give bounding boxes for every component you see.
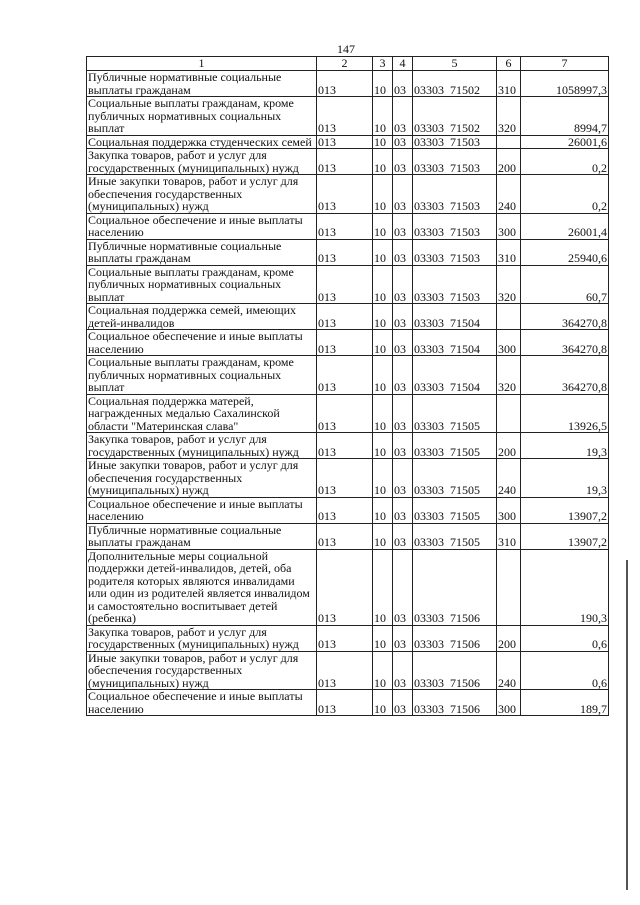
amount-cell: 8994,7 [521,97,609,136]
table-row [87,625,609,651]
ministry-code-cell: 013 [317,213,373,239]
table-row [87,497,609,523]
item-name-cell: Иные закупки товаров, работ и услуг для обеспечения государственных (муниципальных) нужд [87,651,317,690]
item-name-cell: Иные закупки товаров, работ и услуг для обеспечения государственных (муниципальных) нужд [87,175,317,214]
subsection-code-cell: 03 [393,304,413,330]
subsection-code-cell: 03 [393,213,413,239]
target-article-cell: 03303 71504 [413,304,497,330]
amount-cell: 26001,4 [521,213,609,239]
table-row [87,71,609,97]
section-code-cell: 10 [373,356,393,395]
section-code-cell: 10 [373,523,393,549]
item-name-cell: Социальное обеспечение и иные выплаты населению [87,497,317,523]
expense-type-cell: 300 [497,330,521,356]
table-row [87,549,609,625]
ministry-code-cell: 013 [317,304,373,330]
ministry-code-cell: 013 [317,330,373,356]
expense-type-cell: 320 [497,265,521,304]
subsection-code-cell: 03 [393,149,413,175]
amount-cell: 1058997,3 [521,71,609,97]
subsection-code-cell: 03 [393,651,413,690]
ministry-code-cell: 013 [317,71,373,97]
target-article-cell: 03303 71503 [413,239,497,265]
amount-cell: 25940,6 [521,239,609,265]
item-name-cell: Социальные выплаты гражданам, кроме публичных нормативных социальных выплат [87,97,317,136]
ministry-code-cell: 013 [317,97,373,136]
item-name-cell: Дополнительные меры социальной поддержки детей-инвалидов, детей, оба родителя которых являются инвалидами или один из родителей является инвалидом и самостоятельно воспитывает детей (ребенка) [87,549,317,625]
target-article-cell: 03303 71506 [413,651,497,690]
subsection-code-cell: 03 [393,97,413,136]
target-article-cell: 03303 71505 [413,523,497,549]
item-name-cell: Публичные нормативные социальные выплаты гражданам [87,71,317,97]
target-article-cell: 03303 71506 [413,625,497,651]
item-name-cell: Закупка товаров, работ и услуг для государственных (муниципальных) нужд [87,625,317,651]
target-article-cell: 03303 71505 [413,459,497,498]
ministry-code-cell: 013 [317,239,373,265]
target-article-cell: 03303 71502 [413,97,497,136]
target-article-cell: 03303 71505 [413,433,497,459]
item-name-cell: Социальная поддержка студенческих семей [87,135,317,149]
column-header: 7 [521,57,609,71]
subsection-code-cell: 03 [393,135,413,149]
column-header: 5 [413,57,497,71]
expense-type-cell: 200 [497,625,521,651]
amount-cell: 364270,8 [521,304,609,330]
column-header: 4 [393,57,413,71]
expense-type-cell [497,135,521,149]
table-row [87,394,609,433]
amount-cell: 364270,8 [521,330,609,356]
expense-type-cell: 320 [497,356,521,395]
table-row [87,459,609,498]
item-name-cell: Социальные выплаты гражданам, кроме публичных нормативных социальных выплат [87,356,317,395]
expense-type-cell: 300 [497,690,521,716]
item-name-cell: Социальная поддержка семей, имеющих детей-инвалидов [87,304,317,330]
subsection-code-cell: 03 [393,239,413,265]
expense-type-cell [497,394,521,433]
item-name-cell: Публичные нормативные социальные выплаты гражданам [87,239,317,265]
table-row [87,149,609,175]
amount-cell: 0,6 [521,651,609,690]
subsection-code-cell: 03 [393,625,413,651]
section-code-cell: 10 [373,239,393,265]
section-code-cell: 10 [373,304,393,330]
amount-cell: 13926,5 [521,394,609,433]
section-code-cell: 10 [373,394,393,433]
amount-cell: 13907,2 [521,497,609,523]
section-code-cell: 10 [373,459,393,498]
ministry-code-cell: 013 [317,135,373,149]
subsection-code-cell: 03 [393,433,413,459]
target-article-cell: 03303 71503 [413,265,497,304]
target-article-cell: 03303 71502 [413,71,497,97]
column-header: 2 [317,57,373,71]
subsection-code-cell: 03 [393,497,413,523]
section-code-cell: 10 [373,690,393,716]
expense-type-cell: 310 [497,239,521,265]
section-code-cell: 10 [373,175,393,214]
expense-type-cell: 310 [497,71,521,97]
ministry-code-cell: 013 [317,433,373,459]
table-row [87,239,609,265]
section-code-cell: 10 [373,330,393,356]
amount-cell: 190,3 [521,549,609,625]
item-name-cell: Социальное обеспечение и иные выплаты населению [87,690,317,716]
table-row [87,690,609,716]
table-row [87,213,609,239]
item-name-cell: Социальная поддержка матерей, награжденных медалью Сахалинской области "Материнская слава" [87,394,317,433]
section-code-cell: 10 [373,497,393,523]
expense-type-cell: 320 [497,97,521,136]
section-code-cell: 10 [373,135,393,149]
subsection-code-cell: 03 [393,523,413,549]
table-row [87,523,609,549]
column-header: 3 [373,57,393,71]
ministry-code-cell: 013 [317,175,373,214]
amount-cell: 19,3 [521,433,609,459]
target-article-cell: 03303 71505 [413,497,497,523]
table-row [87,651,609,690]
ministry-code-cell: 013 [317,149,373,175]
amount-cell: 0,6 [521,625,609,651]
ministry-code-cell: 013 [317,265,373,304]
amount-cell: 189,7 [521,690,609,716]
expense-type-cell: 200 [497,149,521,175]
page-number: 147 [337,42,355,56]
table-row [87,356,609,395]
expense-type-cell: 240 [497,175,521,214]
item-name-cell: Закупка товаров, работ и услуг для государственных (муниципальных) нужд [87,433,317,459]
ministry-code-cell: 013 [317,523,373,549]
amount-cell: 60,7 [521,265,609,304]
expense-type-cell [497,549,521,625]
ministry-code-cell: 013 [317,497,373,523]
section-code-cell: 10 [373,433,393,459]
table-row [87,175,609,214]
table-row [87,97,609,136]
item-name-cell: Социальные выплаты гражданам, кроме публичных нормативных социальных выплат [87,265,317,304]
ministry-code-cell: 013 [317,356,373,395]
target-article-cell: 03303 71505 [413,394,497,433]
item-name-cell: Иные закупки товаров, работ и услуг для обеспечения государственных (муниципальных) нужд [87,459,317,498]
target-article-cell: 03303 71504 [413,356,497,395]
expense-type-cell: 310 [497,523,521,549]
budget-table [86,56,609,716]
amount-cell: 19,3 [521,459,609,498]
ministry-code-cell: 013 [317,394,373,433]
column-header: 1 [87,57,317,71]
scan-edge-line [626,560,628,890]
subsection-code-cell: 03 [393,394,413,433]
expense-type-cell: 200 [497,433,521,459]
ministry-code-cell: 013 [317,651,373,690]
table-row [87,135,609,149]
target-article-cell: 03303 71506 [413,549,497,625]
table-row [87,304,609,330]
section-code-cell: 10 [373,213,393,239]
header-row [87,57,609,71]
amount-cell: 0,2 [521,175,609,214]
subsection-code-cell: 03 [393,549,413,625]
table-row [87,330,609,356]
section-code-cell: 10 [373,71,393,97]
section-code-cell: 10 [373,149,393,175]
amount-cell: 0,2 [521,149,609,175]
table-row [87,265,609,304]
item-name-cell: Закупка товаров, работ и услуг для государственных (муниципальных) нужд [87,149,317,175]
amount-cell: 26001,6 [521,135,609,149]
target-article-cell: 03303 71506 [413,690,497,716]
subsection-code-cell: 03 [393,71,413,97]
amount-cell: 364270,8 [521,356,609,395]
subsection-code-cell: 03 [393,265,413,304]
item-name-cell: Публичные нормативные социальные выплаты гражданам [87,523,317,549]
subsection-code-cell: 03 [393,175,413,214]
table-row [87,433,609,459]
section-code-cell: 10 [373,549,393,625]
target-article-cell: 03303 71503 [413,175,497,214]
target-article-cell: 03303 71504 [413,330,497,356]
amount-cell: 13907,2 [521,523,609,549]
target-article-cell: 03303 71503 [413,149,497,175]
ministry-code-cell: 013 [317,625,373,651]
target-article-cell: 03303 71503 [413,213,497,239]
expense-type-cell: 300 [497,213,521,239]
expense-type-cell: 240 [497,459,521,498]
target-article-cell: 03303 71503 [413,135,497,149]
section-code-cell: 10 [373,651,393,690]
expense-type-cell: 240 [497,651,521,690]
section-code-cell: 10 [373,625,393,651]
item-name-cell: Социальное обеспечение и иные выплаты населению [87,213,317,239]
item-name-cell: Социальное обеспечение и иные выплаты населению [87,330,317,356]
expense-type-cell: 300 [497,497,521,523]
ministry-code-cell: 013 [317,690,373,716]
subsection-code-cell: 03 [393,459,413,498]
ministry-code-cell: 013 [317,549,373,625]
section-code-cell: 10 [373,265,393,304]
column-header: 6 [497,57,521,71]
ministry-code-cell: 013 [317,459,373,498]
expense-type-cell [497,304,521,330]
section-code-cell: 10 [373,97,393,136]
subsection-code-cell: 03 [393,356,413,395]
subsection-code-cell: 03 [393,330,413,356]
subsection-code-cell: 03 [393,690,413,716]
